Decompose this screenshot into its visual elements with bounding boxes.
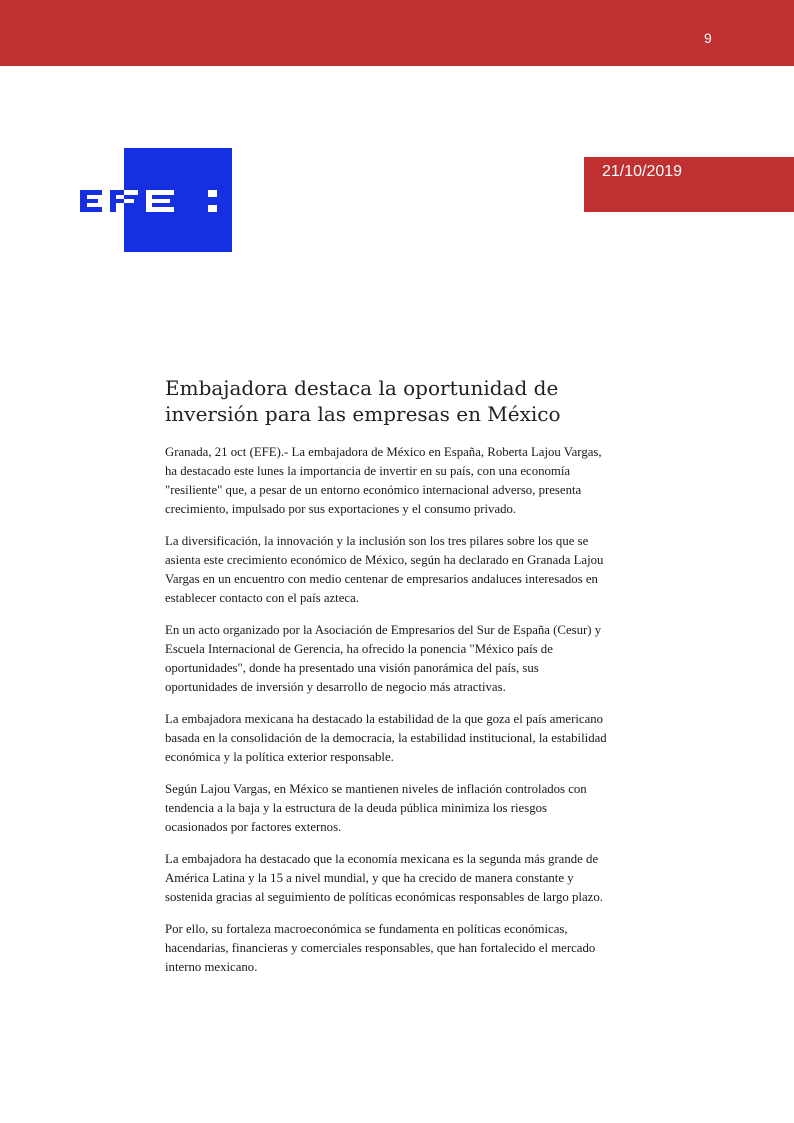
article-paragraph-3: En un acto organizado por la Asociación de Empresarios del Sur de España (Cesur) y Escuela Internacional de Gerencia, ha ofrecido la ponencia "México país de oportunidades", donde ha presentado una visión panorámica del país, sus oportunidades de inversión y desarrollo de negocio más atractivas.	[165, 623, 602, 694]
page-number: 9	[704, 30, 712, 46]
article-title: Embajadora destaca la oportunidad de inversión para las empresas en México	[165, 376, 561, 426]
article-paragraph-2: La diversificación, la innovación y la inclusión son los tres pilares sobre los que se asienta este crecimiento económico de México, según ha declarado en Granada Lajou Vargas en un encuentro con medio centenar de empresarios andaluces interesados en establecer contacto con el país azteca.	[165, 534, 604, 605]
date-label: 21/10/2019	[602, 163, 683, 180]
article-paragraph-4: La embajadora mexicana ha destacado la estabilidad de la que goza el país americano basada en la consolidación de la democracia, la estabilidad institucional, la estabilidad económica y la política exterior responsable.	[165, 712, 607, 764]
article-paragraph-1: Granada, 21 oct (EFE).- La embajadora de México en España, Roberta Lajou Vargas, ha destacado este lunes la importancia de invertir en su país, con una economía "resiliente" que, a pesar de un entorno económico internacional adverso, presenta crecimiento, impulsado por sus exportaciones y el consumo privado.	[165, 445, 602, 516]
efe-logo	[80, 148, 234, 252]
article-paragraph-7: Por ello, su fortaleza macroeconómica se fundamenta en políticas económicas, hacendarias, financieras y comerciales responsables, que han fortalecido el mercado interno mexicano.	[165, 922, 596, 974]
article	[165, 375, 611, 990]
article-paragraph-6: La embajadora ha destacado que la economía mexicana es la segunda más grande de América Latina y la 15 a nivel mundial, y que ha crecido de manera constante y sostenida gracias al seguimiento de políticas económicas responsables de largo plazo.	[165, 852, 603, 904]
efe-logo-icon	[80, 148, 234, 252]
date-box	[584, 157, 794, 212]
article-paragraph-5: Según Lajou Vargas, en México se mantienen niveles de inflación controlados con tendencia a la baja y la estructura de la deuda pública minimiza los riesgos ocasionados por factores externos.	[165, 782, 587, 834]
top-banner	[0, 0, 794, 66]
